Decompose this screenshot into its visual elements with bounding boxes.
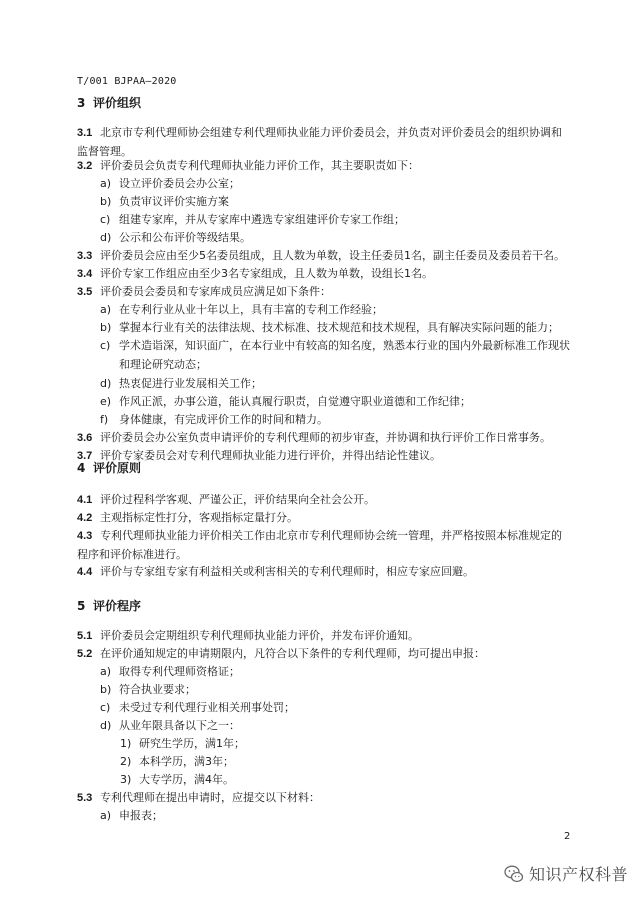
item-label: a) <box>100 303 112 316</box>
list-item <box>100 393 471 411</box>
sub-item <box>120 753 234 771</box>
item-text: 公示和公布评价等级结果。 <box>119 231 251 244</box>
item-label: a) <box>100 809 112 822</box>
clause-number: 3.5 <box>77 286 93 298</box>
item-text: 负责审议评价实施方案 <box>119 195 229 208</box>
clause-text: 评价委员会定期组织专利代理师执业能力评价，并发布评价通知。 <box>100 629 419 642</box>
wechat-logo-icon <box>503 863 525 885</box>
section-number: 5 <box>77 599 86 613</box>
item-label: d) <box>100 377 112 390</box>
section-heading-5 <box>77 597 141 614</box>
section-heading-3 <box>77 94 141 111</box>
clause-text: 评价专家委员会对专利代理师执业能力进行评价，并得出结论性建议。 <box>100 449 441 462</box>
clause-text: 评价与专家组专家有利益相关或利害相关的专利代理师时，相应专家应回避。 <box>100 565 474 578</box>
clause-text: 评价过程科学客观、严谨公正，评价结果向全社会公开。 <box>100 493 375 506</box>
clause-3-3 <box>77 247 565 265</box>
section-title: 评价原则 <box>93 461 142 475</box>
item-text: 身体健康，有完成评价工作的时间和精力。 <box>119 413 328 426</box>
item-text: 符合执业要求； <box>119 683 196 696</box>
item-text: 学术造诣深，知识面广，在本行业中有较高的知名度，熟悉本行业的国内外最新标准工作现状 <box>119 339 570 352</box>
clause-number: 4.4 <box>77 566 93 578</box>
list-item <box>100 663 240 681</box>
clause-4-3 <box>77 527 587 564</box>
item-text-cont: 和理论研究动态； <box>119 357 207 371</box>
item-text: 申报表； <box>119 809 163 822</box>
clause-text: 专利代理师执业能力评价相关工作由北京市专利代理师协会统一管理，并严格按照本标准规定的 <box>100 529 562 542</box>
clause-text: 评价专家工作组应由至少3名专家组成，且人数为单数，设组长1名。 <box>100 267 433 280</box>
list-item <box>100 193 229 211</box>
clause-text: 评价委员会应由至少5名委员组成，且人数为单数，设主任委员1名，副主任委员及委员若干名。 <box>100 249 565 262</box>
sub-item-label: 3) <box>120 773 132 786</box>
item-label: c) <box>100 701 111 714</box>
item-label: f) <box>100 413 109 426</box>
section-number: 4 <box>77 461 86 475</box>
item-label: c) <box>100 213 111 226</box>
clause-3-5 <box>77 283 331 301</box>
sub-item <box>120 771 234 789</box>
sub-item-label: 1) <box>120 737 132 750</box>
clause-number: 4.2 <box>77 512 93 524</box>
section-title: 评价组织 <box>93 96 142 110</box>
item-label: e) <box>100 395 112 408</box>
clause-5-1 <box>77 627 419 645</box>
watermark-text: 知识产权科普 <box>529 865 629 884</box>
section-title: 评价程序 <box>93 599 142 613</box>
clause-4-1 <box>77 491 375 509</box>
item-text: 在专利行业从业十年以上，具有丰富的专利工作经验； <box>119 303 383 316</box>
clause-3-1 <box>77 124 587 161</box>
list-item <box>100 175 240 193</box>
item-text: 热衷促进行业发展相关工作； <box>119 377 262 390</box>
clause-number: 5.1 <box>77 630 93 642</box>
item-label: a) <box>100 177 112 190</box>
clause-number: 3.3 <box>77 250 93 262</box>
item-text: 取得专利代理师资格证； <box>119 665 240 678</box>
item-label: b) <box>100 683 112 696</box>
item-label: b) <box>100 195 112 208</box>
clause-4-4 <box>77 563 474 581</box>
item-text: 组建专家库，并从专家库中遴选专家组建评价专家工作组； <box>119 213 405 226</box>
item-text: 未受过专利代理行业相关刑事处罚； <box>119 701 295 714</box>
clause-text: 评价委员会办公室负责申请评价的专利代理师的初步审查，并协调和执行评价工作日常事务。 <box>100 431 551 444</box>
clause-number: 3.7 <box>77 450 93 462</box>
sub-item-text: 本科学历，满3年； <box>139 755 234 768</box>
clause-3-6 <box>77 429 551 447</box>
list-item <box>100 375 262 393</box>
item-text: 设立评价委员会办公室； <box>119 177 240 190</box>
clause-number: 3.2 <box>77 160 93 172</box>
list-item <box>100 301 383 319</box>
clause-number: 5.3 <box>77 792 93 804</box>
list-item <box>100 319 559 337</box>
section-heading-4 <box>77 459 141 476</box>
clause-text: 评价委员会负责专利代理师执业能力评价工作，其主要职责如下： <box>100 159 419 172</box>
item-label: a) <box>100 665 112 678</box>
sub-item-text: 大专学历，满4年。 <box>139 773 234 786</box>
clause-4-2 <box>77 509 298 527</box>
item-label: d) <box>100 719 112 732</box>
item-text: 掌握本行业有关的法律法规、技术标准、技术规范和技术规程，具有解决实际问题的能力； <box>119 321 559 334</box>
list-item <box>100 411 328 429</box>
item-label: c) <box>100 339 111 352</box>
item-text: 作风正派，办事公道，能认真履行职责，自觉遵守职业道德和工作纪律； <box>119 395 471 408</box>
list-item <box>100 681 196 699</box>
list-item <box>100 211 405 229</box>
item-label: d) <box>100 231 112 244</box>
list-item <box>100 337 587 374</box>
clause-number: 4.1 <box>77 494 93 506</box>
clause-3-2 <box>77 157 419 175</box>
section-number: 3 <box>77 96 86 110</box>
list-item <box>100 699 295 717</box>
watermark <box>503 862 628 885</box>
item-label: b) <box>100 321 112 334</box>
clause-number: 5.2 <box>77 648 93 660</box>
sub-item-label: 2) <box>120 755 132 768</box>
list-item <box>100 807 163 825</box>
clause-3-4 <box>77 265 433 283</box>
list-item <box>100 717 240 735</box>
clause-text-cont: 程序和评价标准进行。 <box>77 547 187 561</box>
clause-text: 评价委员会委员和专家库成员应满足如下条件： <box>100 285 331 298</box>
clause-number: 3.1 <box>77 127 93 139</box>
document-code: T/001 BJPAA—2020 <box>77 76 177 87</box>
sub-item-text: 研究生学历，满1年； <box>139 737 245 750</box>
clause-5-2 <box>77 645 485 663</box>
clause-number: 3.6 <box>77 432 93 444</box>
clause-text: 主观指标定性打分，客观指标定量打分。 <box>100 511 298 524</box>
clause-text: 在评价通知规定的申请期限内，凡符合以下条件的专利代理师，均可提出申报： <box>100 647 485 660</box>
clause-text: 北京市专利代理师协会组建专利代理师执业能力评价委员会，并负责对评价委员会的组织协调和 <box>100 126 562 139</box>
clause-number: 4.3 <box>77 530 93 542</box>
page-number: 2 <box>564 831 571 842</box>
sub-item <box>120 735 245 753</box>
clause-text: 专利代理师在提出申请时，应提交以下材料： <box>100 791 320 804</box>
clause-text-cont: 监督管理。 <box>77 144 132 158</box>
list-item <box>100 229 251 247</box>
clause-5-3 <box>77 789 320 807</box>
clause-number: 3.4 <box>77 268 93 280</box>
item-text: 从业年限具备以下之一： <box>119 719 240 732</box>
